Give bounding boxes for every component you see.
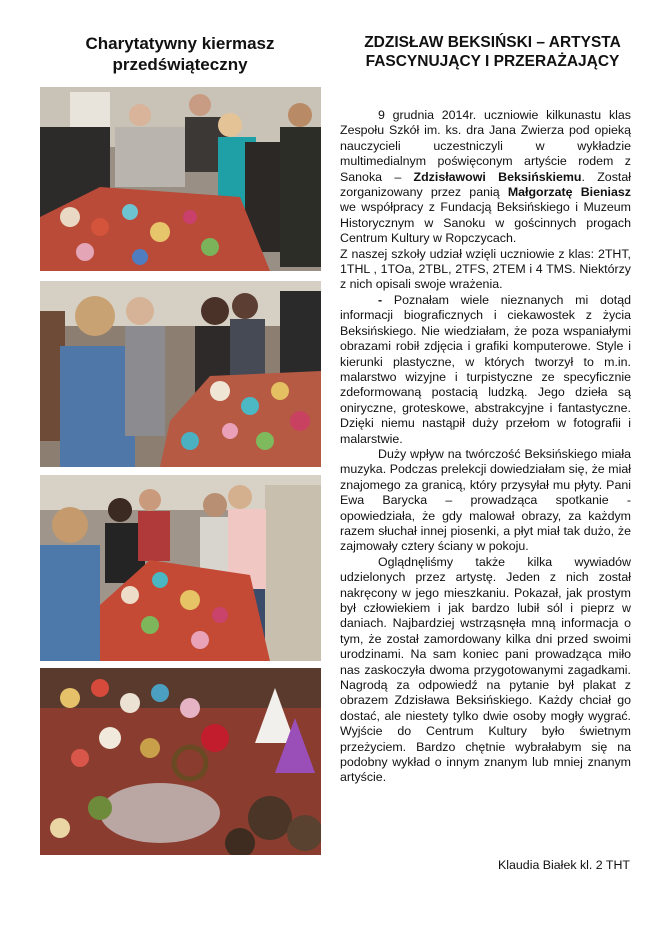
fair-photo-2	[40, 281, 321, 467]
article-paragraph-1: 9 grudnia 2014r. uczniowie kilkunastu klas Zespołu Szkół im. ks. dra Jana Zwierza pod opieką nauczycieli uczestniczyli w wykładzie multimedialnym poświęconym artyście rodem z Sanoka – Zdzisławowi Beksińskiemu. Został zorganizowany przez panią Małgorzatę Bieniasz we współpracy z Fundacją Beksińskiego i Muzeum Historycznym w Sanoku w gościnnych progach Centrum Kultury w Ropczycach.	[340, 108, 631, 246]
author-signature: Klaudia Białek kl. 2 THT	[498, 858, 630, 872]
article-heading: ZDZISŁAW BEKSIŃSKI – ARTYSTA FASCYNUJĄCY I PRZERAŻAJĄCY	[364, 34, 621, 70]
fair-photo-3	[40, 475, 321, 661]
article-paragraph-4: Duży wpływ na twórczość Beksińskiego miała muzyka. Podczas prelekcji dowiedziałam się, że miał znajomego za granicą, który przysyłał mu płyty. Pani Ewa Barycka – prowadząca spotkanie -opowiedziała, że gdy malował obrazy, za każdym razem słuchał innej piosenki, a płyt miał tak dużo, że zajmowały cztery ściany w pokoju.	[340, 446, 631, 554]
fair-photo-1	[40, 87, 321, 271]
article-body	[340, 108, 631, 786]
organizer-name: Małgorzatę Bieniasz	[507, 185, 631, 200]
fair-photo-4	[40, 668, 321, 855]
article-paragraph-5: Oglądnęliśmy także kilka wywiadów udzielonych przez artystę. Jeden z nich został nakręcony w jego mieszkaniu. Pokazał, jak prostym był człowiekiem i jak bardzo lubił sól i pieprz w daniach. Najbardziej wstrząsnęła mną informacja o tym, że został zamordowany kilka dni przed swoimi urodzinami. Na sam koniec pani prowadząca miło nas zaskoczyła dwoma przygotowanymi zagadkami. Nagrodą za odpowiedź na pytanie był plakat z obrazem Zdzisława Beksińskiego. Każdy chciał go dostać, ale niestety tylko dwie osoby mogły wygrać. Wyjście do Centrum Kultury było świetnym przeżyciem. Bardzo chętnie wybrałabym się na podobny wykład o innym znanym lub mniej znanym artyście.	[340, 554, 631, 785]
article-paragraph-3: - Poznałam wiele nieznanych mi dotąd informacji biograficznych i ciekawostek z życia Beksińskiego. Nie wiedziałam, że poza wspaniałymi obrazami robił zdjęcia i grafiki komputerowe. Style i kierunki plastyczne, w których tworzył to m.in. malarstwo wizyjne i turpistyczne ze specyficznie zdeformowaną postacią ludzką. Jego dzieła są oniryczne, groteskowe, abstrakcyjne i fantastyczne. Dzięki niemu nastąpił duży przełom w fotografii i malarstwie.	[340, 292, 631, 446]
fair-heading: Charytatywny kiermasz przedświąteczny	[85, 34, 275, 74]
article-paragraph-2: Z naszej szkoły udział wzięli uczniowie z klas: 2THT, 1THL , 1TOa, 2TBL, 2TFS, 2TEM i 4 TMS. Niektórzy z nich opisali swoje wrażenia.	[340, 246, 631, 292]
artist-name: Zdzisławowi Beksińskiemu	[413, 169, 582, 184]
